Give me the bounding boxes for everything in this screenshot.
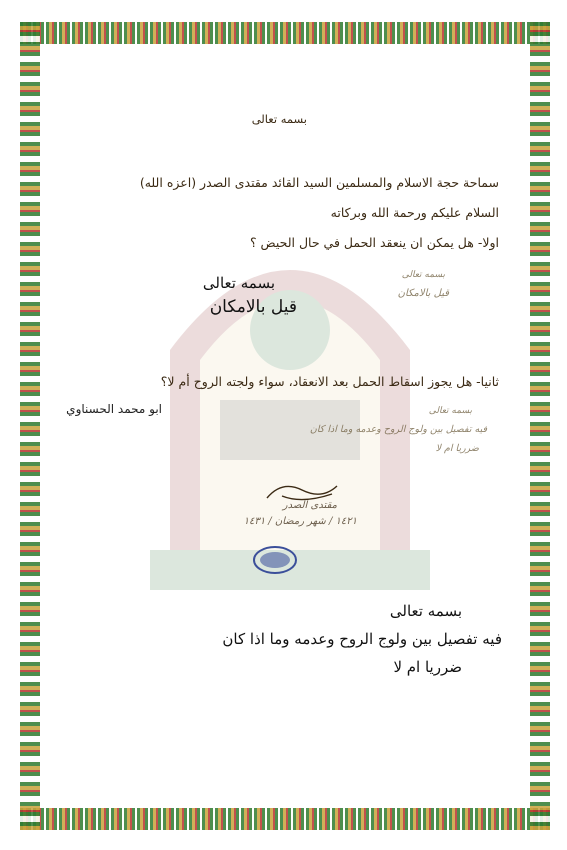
asker-name: ابو محمد الحسناوي	[66, 402, 162, 416]
handwritten-answer2-line3: ضرريا ام لا	[435, 443, 479, 454]
handwritten-answer2-line2: فيه تفصيل بين ولوج الروح وعدمه وما اذا كان	[309, 424, 487, 435]
question-2: ثانيا- هل يجوز اسقاط الحمل بعد الانعقاد، سواء ولجته الروح أم لا؟	[160, 374, 499, 389]
signature-name: مقتدى الصدر	[282, 500, 337, 511]
ornamental-border-bottom	[20, 808, 550, 830]
salutation-line-2: السلام عليكم ورحمة الله وبركاته	[330, 205, 499, 220]
answer1-text: قيل بالامكان	[209, 297, 297, 317]
question-1: اولا- هل يمكن ان ينعقد الحمل في حال الحيض ؟	[249, 235, 499, 250]
salutation-line-1: سماحة حجة الاسلام والمسلمين السيد القائد مقتدى الصدر (اعزه الله)	[139, 175, 499, 190]
ornamental-border-right	[530, 22, 550, 830]
handwritten-answer1-line2: قيل بالامكان	[397, 288, 449, 299]
answer2-line-2: ضرريا ام لا	[393, 658, 462, 676]
signature-date: ١٤٢١ / شهر رمضان / ١٤٣١	[243, 516, 357, 527]
answer1-heading: بسمه تعالى	[202, 274, 275, 292]
ornamental-border-top	[20, 22, 550, 44]
answer2-line-1: فيه تفصيل بين ولوج الروح وعدمه وما اذا كان	[222, 630, 502, 648]
answer2-heading: بسمه تعالى	[389, 602, 462, 620]
ornamental-border-left	[20, 22, 40, 830]
handwritten-answer1-line1: بسمه تعالى	[401, 270, 445, 280]
handwritten-answer2-line1: بسمه تعالى	[428, 406, 472, 416]
seal-stamp-icon	[252, 545, 298, 575]
document-heading: بسمه تعالى	[251, 112, 307, 126]
